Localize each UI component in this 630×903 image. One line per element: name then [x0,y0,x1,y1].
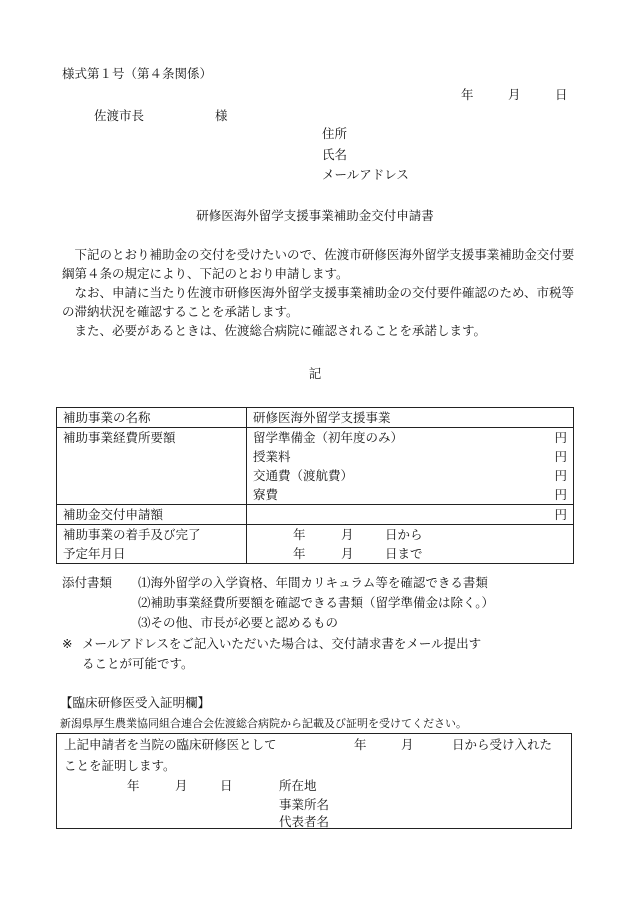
table-row [57,408,574,428]
subsidy-table [56,407,574,564]
cert-box [56,733,572,829]
cost-items [247,428,574,505]
body-paragraph-1: 下記のとおり補助金の交付を受けたいので、佐渡市研修医海外留学支援事業補助金交付要綱第４条の規定により、下記のとおり申請します。 [62,247,575,281]
cert-line-2: ことを証明します。 [64,758,176,773]
amount-label: 補助金交付申請額 [57,505,247,525]
period-label: 補助事業の着手及び完了 予定年月日 [57,525,247,564]
table-row [57,525,574,564]
name-value: 研修医海外留学支援事業 [247,408,574,428]
honorific: 様 [215,108,228,123]
body-paragraph-2: なお、申請に当たり佐渡市研修医海外留学支援事業補助金の交付要件確認のため、市税等の滞納状況を確認することを承諾します。 [62,285,575,319]
attachment-item: ⑴海外留学の入学資格、年間カリキュラム等を確認できる書類 [138,575,488,590]
attachment-item: ⑶その他、市長が必要と認めるもの [138,615,339,630]
cert-heading: 【臨床研修医受入証明欄】 [60,695,211,710]
cost-label: 補助事業経費所要額 [57,428,247,505]
cert-line-1b: 日から受け入れた [452,737,553,752]
body-text [62,245,576,340]
cert-date-year: 年 [127,778,140,793]
table-row [57,428,574,505]
cert-line-1a: 上記申請者を当院の臨床研修医として [64,737,277,752]
date-month: 月 [508,87,521,102]
note-line-1: メールアドレスをご記入いただいた場合は、交付請求書をメール提出す [82,636,482,651]
end-date: 年 月 日まで [293,546,423,561]
table-row [57,505,574,525]
applicant-address-label: 住所 [322,126,348,141]
addressee: 佐渡市長 [94,108,145,123]
attachments-label: 添付書類 [62,575,113,590]
date-year: 年 [461,87,474,102]
period-dates [247,525,574,564]
ki-heading: 記 [308,366,322,381]
cost-item: 授業料 円 [253,449,567,464]
cert-field-address: 所在地 [279,778,317,793]
body-paragraph-3: また、必要があるときは、佐渡総合病院に確認されることを承諾します。 [74,323,487,338]
cert-line-1-year: 年 [354,737,367,752]
form-number: 様式第１号（第４条関係） [62,66,213,81]
name-label: 補助事業の名称 [57,408,247,428]
document-title: 研修医海外留学支援事業補助金交付申請書 [196,208,434,223]
start-date: 年 月 日から [293,527,423,542]
date-day: 日 [555,87,568,102]
cert-date-month: 月 [175,778,188,793]
cert-instruction: 新潟県厚生農業協同組合連合会佐渡総合病院から記載及び証明を受けてください。 [60,717,467,730]
applicant-email-label: メールアドレス [322,167,409,182]
note-mark: ※ [62,636,73,651]
cost-item: 寮費 円 [253,487,567,502]
note-line-2: ることが可能です。 [82,656,194,671]
cost-item: 留学準備金（初年度のみ） 円 [253,430,567,445]
cost-item: 交通費（渡航費） 円 [253,468,567,483]
cert-field-office: 事業所名 [279,797,330,812]
attachment-item: ⑵補助事業経費所要額を確認できる書類（留学準備金は除く。） [138,595,495,610]
cert-line-1-month: 月 [401,737,414,752]
amount-unit: 円 [554,507,567,522]
cert-field-representative: 代表者名 [279,814,330,829]
amount-cell [247,505,574,525]
applicant-name-label: 氏名 [322,147,348,162]
cert-date-day: 日 [220,778,233,793]
